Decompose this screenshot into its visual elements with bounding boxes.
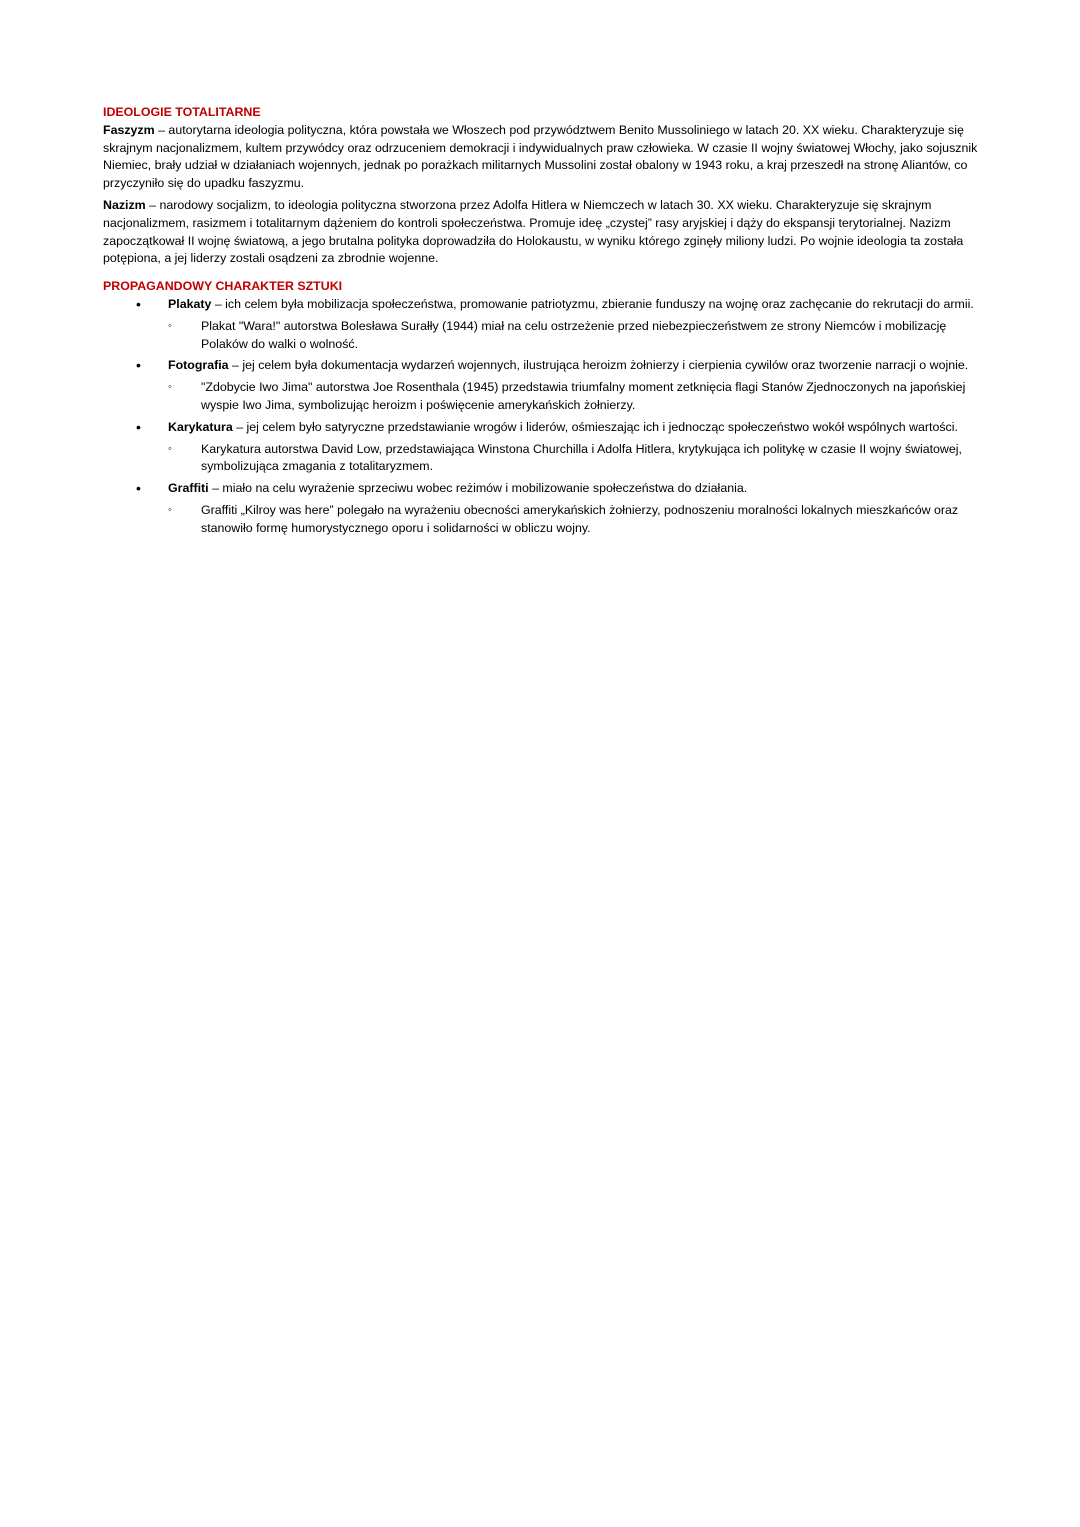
term-graffiti: Graffiti [168,481,209,496]
term-caricature: Karykatura [168,419,233,434]
section-heading-ideologies: IDEOLOGIE TOTALITARNE [103,105,261,119]
term-posters: Plakaty [168,296,212,311]
bullet-icon: • [136,357,141,374]
example-caricature: Karykatura autorstwa David Low, przedstawiająca Winstona Churchilla i Adolfa Hitlera, krytykująca ich politykę w czasie II wojny światowej, symbolizująca zmagania z totalitaryzmem. [201,441,962,474]
section-heading-propaganda: PROPAGANDOWY CHARAKTER SZTUKI [103,279,343,294]
term-photography: Fotografia [168,358,229,373]
sub-bullet-icon: ◦ [168,503,172,516]
sub-bullet-icon: ◦ [168,442,172,455]
list-item-caricature [103,419,983,476]
text-fascism: – autorytarna ideologia polityczna, która powstała we Włoszech pod przywództwem Benito Mussoliniego w latach 20. XX wieku. Charakteryzuje się skrajnym nacjonalizmem, kultem przywódcy oraz odrzuceniem demokracji i indywidualnych praw człowieka. W czasie II wojny światowej Włochy, jako sojusznik Niemiec, brały udział w działaniach wojennych, jednak po porażkach militarnych Mussolini został obalony w 1943 roku, a kraj przeszedł na stronę Aliantów, co przyczyniło się do upadku faszyzmu. [103,122,978,191]
paragraph-fascism [103,122,983,193]
propaganda-list [103,296,983,538]
text-posters: – ich celem była mobilizacja społeczeństwa, promowanie patriotyzmu, zbieranie funduszy na wojnę oraz zachęcanie do rekrutacji do armii. [211,296,974,311]
sub-bullet-icon: ◦ [168,319,172,332]
text-graffiti: – miało na celu wyrażenie sprzeciwu wobec reżimów i mobilizowanie społeczeństwa do działania. [208,481,748,496]
example-photography: "Zdobycie Iwo Jima" autorstwa Joe Rosenthala (1945) przedstawia triumfalny moment zetknięcia flagi Stanów Zjednoczonych na japońskiej wyspie Iwo Jima, symbolizując heroizm i poświęcenie amerykańskich żołnierzy. [201,380,966,412]
list-item-graffiti [103,480,983,537]
text-caricature: – jej celem było satyryczne przedstawianie wrogów i liderów, ośmieszając ich i jednocząc społeczeństwo wokół wspólnych wartości. [232,419,958,434]
sub-bullet-icon: ◦ [168,381,172,394]
term-nazism: Nazizm [103,197,146,212]
list-item-photography [103,357,983,414]
sublist-item-graffiti [168,502,983,538]
sublist-item-photography [168,379,983,415]
bullet-icon: • [136,480,141,497]
sublist-photography [168,379,983,415]
bullet-icon: • [136,418,141,435]
example-graffiti: Graffiti „Kilroy was here” polegało na wyrażeniu obecności amerykańskich żołnierzy, podnoszeniu moralności lokalnych mieszkańców oraz stanowiło formę humorystycznego oporu i solidarności w obliczu wojny. [201,502,959,535]
document-content [103,104,983,542]
sublist-posters [168,318,983,354]
sublist-caricature [168,441,983,477]
sublist-item-caricature [168,441,983,477]
text-photography: – jej celem była dokumentacja wydarzeń wojennych, ilustrująca heroizm żołnierzy i cierpienia cywilów oraz tworzenie narracji o wojnie. [228,358,969,373]
list-item-posters [103,296,983,353]
term-fascism: Faszyzm [103,122,155,137]
bullet-icon: • [136,295,141,312]
paragraph-nazism [103,197,983,268]
sublist-item-posters [168,318,983,354]
text-nazism: – narodowy socjalizm, to ideologia polityczna stworzona przez Adolfa Hitlera w Niemczech w latach 30. XX wieku. Charakteryzuje się skrajnym nacjonalizmem, rasizmem i totalitarnym dążeniem do kontroli społeczeństwa. Promuje ideę „czystej” rasy aryjskiej i dąży do ekspansji terytorialnej. Nazizm zapoczątkował II wojnę światową, a jego brutalna polityka doprowadziła do Holokaustu, w wyniku którego zginęły miliony ludzi. Po wojnie ideologia ta została potępiona, a jej liderzy zostali osądzeni za zbrodnie wojenne. [103,197,964,266]
sublist-graffiti [168,502,983,538]
example-posters: Plakat "Wara!" autorstwa Bolesława Surałły (1944) miał na celu ostrzeżenie przed niebezpieczeństwem ze strony Niemców i mobilizację Polaków do walki o wolność. [201,318,947,351]
